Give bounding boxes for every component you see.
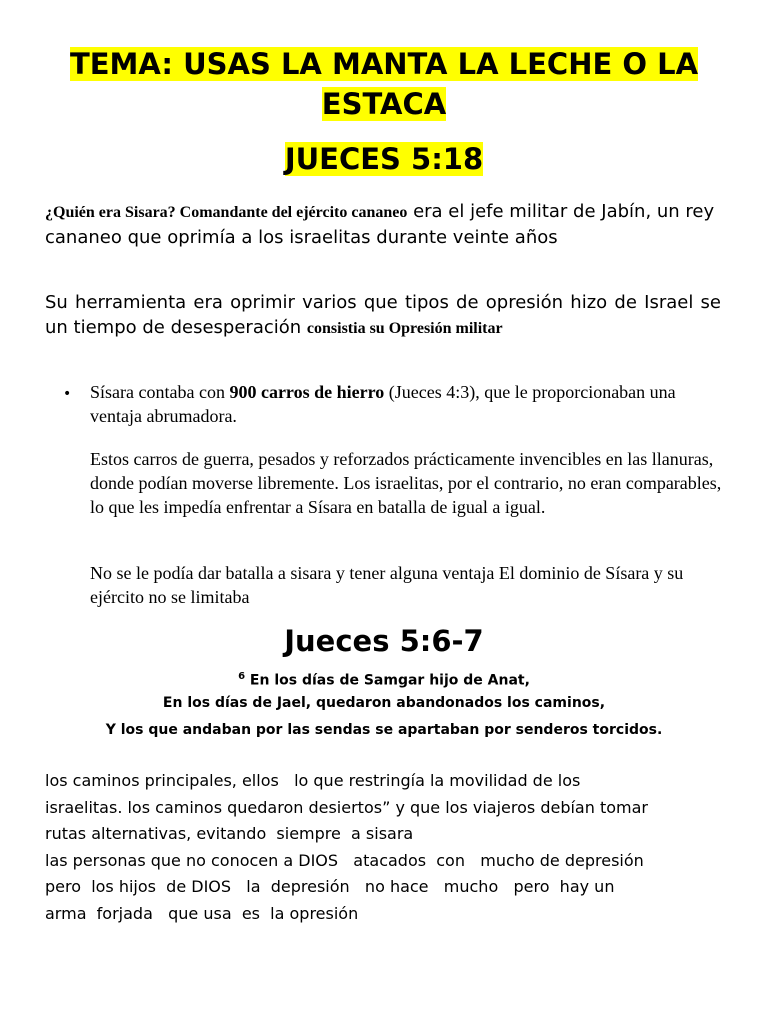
closing-line: arma forjada que usa es la opresión — [45, 903, 359, 923]
bible-reference — [0, 139, 768, 179]
closing-line: pero los hijos de DIOS la depresión no hace mucho pero hay un — [45, 877, 615, 896]
verse-line-1 — [0, 667, 768, 691]
verse-line-2: En los días de Jael, quedaron abandonados los caminos, — [162, 695, 606, 711]
bullet-text-pre: Sísara contaba con — [90, 382, 230, 402]
intro-paragraph — [45, 199, 725, 250]
closing-paragraph — [45, 768, 745, 927]
bullet-text-bold: 900 carros de hierro — [229, 382, 385, 402]
bullet-marker: • — [63, 386, 72, 402]
oppression-paragraph — [45, 290, 721, 341]
bible-reference-2: Jueces 5:6-7 — [284, 624, 484, 658]
title-highlight: TEMA: USAS LA MANTA LA LECHE O LA ESTACA — [69, 47, 699, 121]
bullet-item — [90, 380, 730, 428]
bullet-text-post: (Jueces 4:3), que le proporcionaban una ventaja abrumadora. — [90, 382, 676, 426]
verse-line-3: Y los que andaban por las sendas se apartaban por senderos torcidos. — [105, 722, 663, 738]
verse-text-1: En los días de Samgar hijo de Anat, — [245, 672, 530, 689]
verse-number: 6 — [238, 671, 246, 682]
closing-line: los caminos principales, ellos lo que restringía la movilidad de los — [45, 771, 581, 790]
intro-text: era el jefe militar de Jabín, un rey cananeo que oprimía a los israelitas durante veinte años — [45, 201, 715, 248]
intro-question: ¿Quién era Sisara? Comandante del ejército cananeo — [45, 204, 408, 221]
page-title — [30, 44, 738, 124]
oppression-text: Su herramienta era oprimir varios que tipos de opresión hizo de Israel se un tiempo de desesperación — [45, 292, 721, 338]
closing-line: israelitas. los caminos quedaron desiertos” y que los viajeros debían tomar — [45, 797, 648, 817]
reference-highlight: JUECES 5:18 — [284, 142, 484, 176]
chariots-paragraph: Estos carros de guerra, pesados y reforzados prácticamente invencibles en las llanuras, donde podían moverse libremente. Los israelitas, por el contrario, no eran comparables, lo que les impedía enfrentar a Sísara en batalla de igual a igual. — [90, 449, 722, 517]
military-oppression-text: consistia su Opresión militar — [306, 320, 503, 337]
dominion-paragraph: No se le podía dar batalla a sisara y tener alguna ventaja El dominio de Sísara y su ejército no se limitaba — [90, 563, 684, 607]
closing-line: rutas alternativas, evitando siempre a sisara — [45, 824, 414, 843]
closing-line: las personas que no conocen a DIOS atacados con mucho de depresión — [45, 850, 644, 870]
